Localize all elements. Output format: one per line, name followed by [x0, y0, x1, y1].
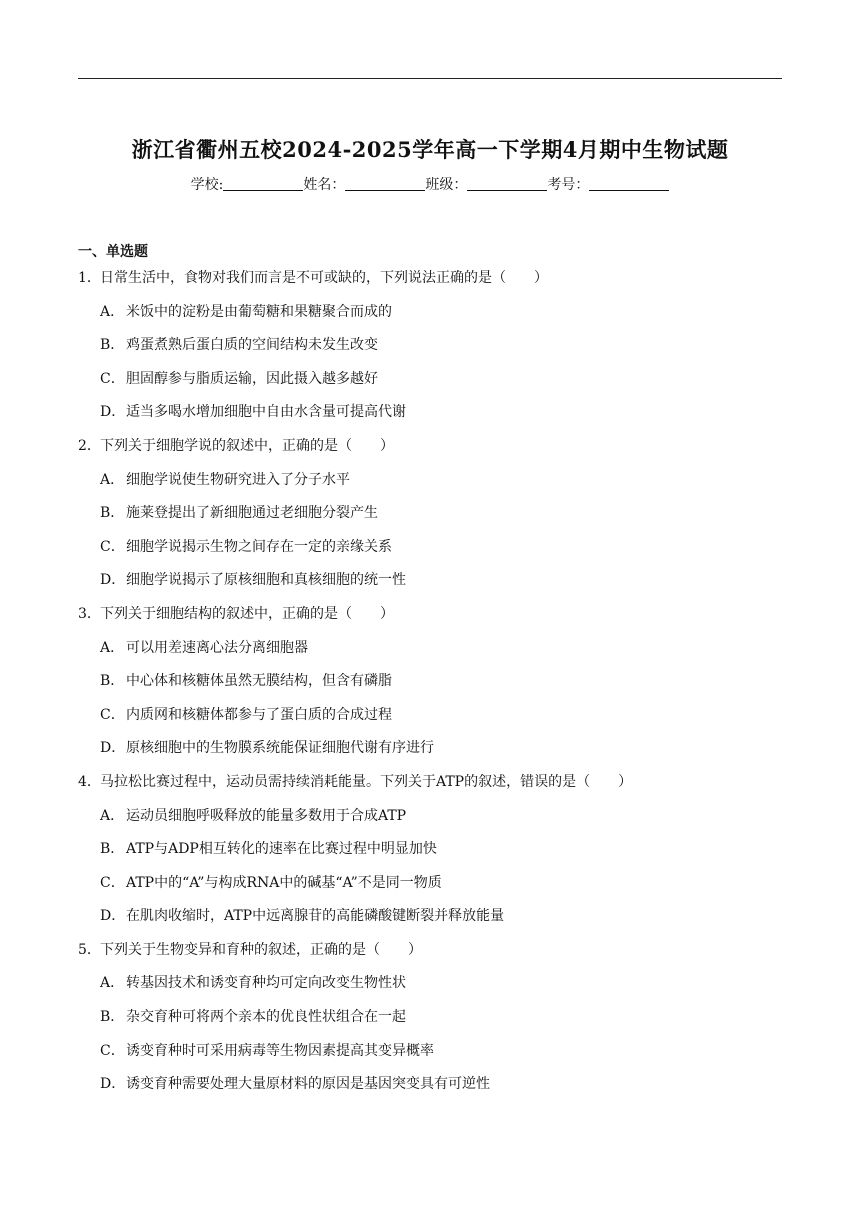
question-text: 下列关于细胞学说的叙述中，正确的是（ ）: [100, 437, 394, 454]
option-letter: D．: [100, 740, 126, 757]
question-stem: [78, 772, 782, 806]
question-stem: [78, 268, 782, 302]
option-a[interactable]: [78, 973, 782, 1007]
question-text: 下列关于生物变异和育种的叙述，正确的是（ ）: [100, 941, 422, 958]
option-text: 中心体和核糖体虽然无膜结构，但含有磷脂: [126, 673, 392, 690]
option-letter: D．: [100, 404, 126, 421]
option-b[interactable]: [78, 671, 782, 705]
option-letter: C．: [100, 1042, 125, 1059]
option-text: 细胞学说揭示生物之间存在一定的亲缘关系: [126, 538, 392, 555]
question-3: [78, 604, 782, 772]
option-c[interactable]: [78, 873, 782, 907]
question-stem: [78, 940, 782, 974]
option-text: 鸡蛋煮熟后蛋白质的空间结构未发生改变: [126, 337, 378, 354]
option-d[interactable]: [78, 1074, 782, 1108]
exam-number-label: 考号：: [547, 177, 590, 193]
option-letter: B．: [100, 505, 125, 522]
option-letter: C．: [100, 874, 125, 891]
question-text: 马拉松比赛过程中，运动员需持续消耗能量。下列关于ATP的叙述，错误的是（ ）: [100, 773, 633, 790]
option-text: 适当多喝水增加细胞中自由水含量可提高代谢: [126, 404, 406, 421]
option-c[interactable]: [78, 1041, 782, 1075]
question-text: 日常生活中，食物对我们而言是不可或缺的，下列说法正确的是（ ）: [100, 270, 548, 286]
option-text: ATP中的“A”与构成RNA中的碱基“A”不是同一物质: [126, 874, 442, 891]
option-d[interactable]: [78, 738, 782, 772]
option-d[interactable]: [78, 570, 782, 604]
option-text: 胆固醇参与脂质运输，因此摄入越多越好: [126, 370, 378, 387]
option-letter: B．: [100, 673, 125, 690]
question-1: [78, 268, 782, 436]
option-text: 运动员细胞呼吸释放的能量多数用于合成ATP: [126, 807, 407, 824]
option-letter: D．: [100, 572, 126, 589]
option-letter: B．: [100, 337, 125, 354]
option-text: 转基因技术和诱变育种均可定向改变生物性状: [126, 975, 406, 992]
exam-number-blank[interactable]: [589, 176, 669, 191]
option-letter: A．: [100, 471, 125, 488]
name-blank[interactable]: [345, 176, 425, 191]
option-c[interactable]: [78, 369, 782, 403]
question-number: 5．: [78, 941, 101, 958]
option-text: 细胞学说使生物研究进入了分子水平: [126, 471, 350, 488]
option-a[interactable]: [78, 638, 782, 672]
question-stem: [78, 604, 782, 638]
option-text: 米饭中的淀粉是由葡萄糖和果糖聚合而成的: [126, 303, 392, 320]
question-list: [78, 268, 782, 1108]
option-letter: D．: [100, 908, 126, 925]
option-letter: A．: [100, 807, 125, 824]
question-text: 下列关于细胞结构的叙述中，正确的是（ ）: [100, 605, 394, 622]
exam-title: 浙江省衢州五校2024-2025学年高一下学期4月期中生物试题: [131, 137, 729, 162]
name-label: 姓名：: [303, 177, 346, 193]
option-letter: C．: [100, 706, 125, 723]
option-text: 施莱登提出了新细胞通过老细胞分裂产生: [126, 505, 378, 522]
option-text: 细胞学说揭示了原核细胞和真核细胞的统一性: [126, 572, 406, 589]
option-letter: B．: [100, 1009, 125, 1026]
option-text: 诱变育种时可采用病毒等生物因素提高其变异概率: [126, 1042, 434, 1059]
class-label: 班级：: [425, 177, 468, 193]
option-a[interactable]: [78, 302, 782, 336]
question-number: 1．: [78, 270, 101, 286]
question-4: [78, 772, 782, 940]
header-rule: [78, 78, 782, 79]
question-number: 3．: [78, 605, 101, 622]
option-d[interactable]: [78, 906, 782, 940]
option-text: 原核细胞中的生物膜系统能保证细胞代谢有序进行: [126, 740, 434, 757]
option-letter: A．: [100, 975, 125, 992]
option-letter: C．: [100, 538, 125, 555]
student-info-line: [0, 174, 860, 194]
option-c[interactable]: [78, 537, 782, 571]
option-text: 在肌肉收缩时，ATP中远离腺苷的高能磷酸键断裂并释放能量: [126, 908, 505, 925]
option-text: 诱变育种需要处理大量原材料的原因是基因突变具有可逆性: [126, 1076, 490, 1093]
question-number: 4．: [78, 773, 101, 790]
question-number: 2．: [78, 437, 101, 454]
option-text: 可以用差速离心法分离细胞器: [126, 639, 308, 656]
option-a[interactable]: [78, 806, 782, 840]
option-letter: D．: [100, 1076, 126, 1093]
school-label: 学校:: [190, 177, 224, 193]
option-text: 杂交育种可将两个亲本的优良性状组合在一起: [126, 1009, 406, 1026]
option-letter: A．: [100, 639, 125, 656]
question-5: [78, 940, 782, 1108]
school-blank[interactable]: [223, 176, 303, 191]
option-b[interactable]: [78, 503, 782, 537]
option-b[interactable]: [78, 335, 782, 369]
option-letter: B．: [100, 841, 125, 858]
option-b[interactable]: [78, 839, 782, 873]
option-a[interactable]: [78, 470, 782, 504]
option-letter: C．: [100, 370, 125, 387]
section-title: 一、单选题: [78, 244, 148, 260]
option-d[interactable]: [78, 402, 782, 436]
class-blank[interactable]: [467, 176, 547, 191]
option-text: 内质网和核糖体都参与了蛋白质的合成过程: [126, 706, 392, 723]
option-b[interactable]: [78, 1007, 782, 1041]
question-2: [78, 436, 782, 604]
option-letter: A．: [100, 303, 125, 320]
option-text: ATP与ADP相互转化的速率在比赛过程中明显加快: [126, 841, 437, 858]
question-stem: [78, 436, 782, 470]
option-c[interactable]: [78, 705, 782, 739]
